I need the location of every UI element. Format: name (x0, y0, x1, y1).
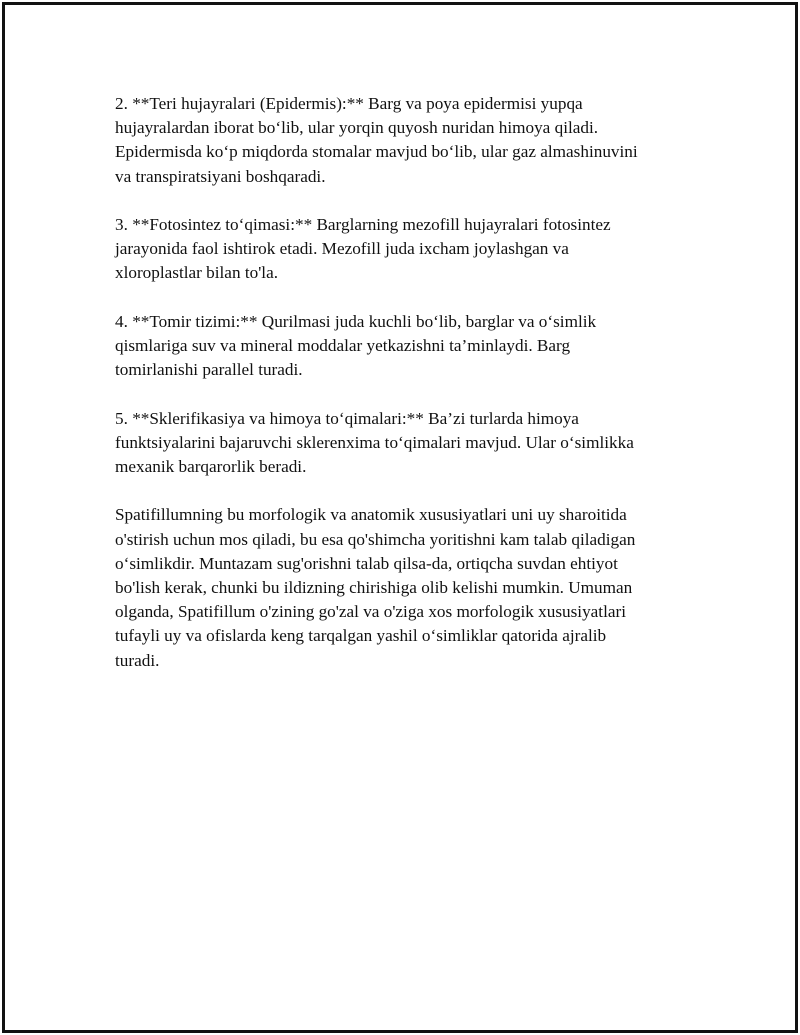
paragraph-vascular-system: 4. **Tomir tizimi:** Qurilmasi juda kuchli bo‘lib, barglar va o‘simlik qismlariga suv va mineral moddalar yetkazishni ta’minlaydi. Barg tomirlanishi parallel turadi. (115, 311, 597, 380)
paragraph-sclerification: 5. **Sklerifikasiya va himoya to‘qimalari:** Ba’zi turlarda himoya funktsiyalarini bajaruvchi sklerenxima to‘qimalari mavjud. Ular o‘simlikka mexanik barqarorlik beradi. (115, 408, 634, 476)
paragraph-epidermis: 2. **Teri hujayralari (Epidermis):** Barg va poya epidermisi yupqa hujayralardan iborat bo‘lib, ular yorqin quyosh nuridan himoya qiladi. Epidermisda ko‘p miqdorda stomalar mavjud bo‘lib, ular gaz almashinuvini va transpiratsiyani boshqaradi. (115, 94, 638, 186)
document-body (115, 92, 700, 697)
paragraph-photosynthesis: 3. **Fotosintez to‘qimasi:** Barglarning mezofill hujayralari fotosintez jarayonida faol ishtirok etadi. Mezofill juda ixcham joylashgan va xloroplastlar bilan to'la. (115, 215, 611, 283)
paragraph-conclusion: Spatifillumning bu morfologik va anatomik xususiyatlari uni uy sharoitida o'stirish uchun mos qiladi, bu esa qo'shimcha yoritishni kam talab qiladigan o‘simlikdir. Muntazam sug'orishni talab qilsa-da, ortiqcha suvdan ehtiyot bo'lish kerak, chunki bu ildizning chirishiga olib kelishi mumkin. Umuman olganda, Spatifillum o'zining go'zal va o'ziga xos morfologik xususiyatlari tufayli uy va ofislarda keng tarqalgan yashil o‘simliklar qatorida ajralib turadi. (115, 505, 636, 670)
